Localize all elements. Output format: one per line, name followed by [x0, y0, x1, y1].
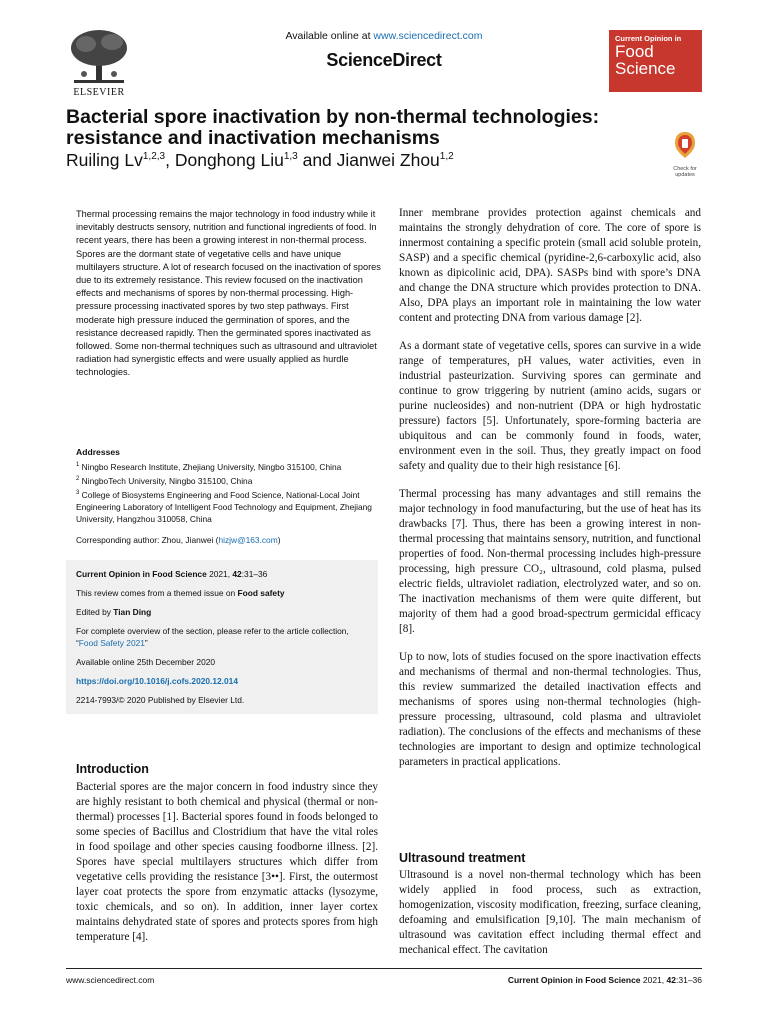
ultrasound-text: Ultrasound is a novel non-thermal technology which has been widely applied in food process, such as extraction, homogenization, viscosity modification, freezing, surface cleaning, defoaming and emulsification [9,10]. The main mechanism of ultrasound was cavitation effect including thermal effect and mechanical effect. The cavitation [399, 869, 701, 956]
corresponding-author: Corresponding author: Zhou, Jianwei (hizjw@163.com) [76, 535, 281, 545]
journal-badge-line2: Science [615, 59, 676, 78]
doi-link[interactable]: https://doi.org/10.1016/j.cofs.2020.12.014 [76, 676, 238, 686]
available-date: Available online 25th December 2020 [76, 657, 216, 667]
paragraph: As a dormant state of vegetative cells, spores can survive in a wide range of temperatures, pH values, water activities, even in industrial pasteurization. Surviving spores can germinate and continue to grow triggering by nutrient (amino acids, sugars or purine nucleosides) and non-nutrient (DPA or high hydrostatic pressure) factors [5]. Unfortunately, spore-forming bacteria are ubiquitous and can be commonly found in foods, water, environment even in the soil. Thus, they greatly impact on food safety and quality due to their high resistance [6]. [399, 340, 701, 472]
footer-website: www.sciencedirect.com [66, 975, 155, 985]
issn-line: 2214-7993/© 2020 Published by Elsevier Ltd. [76, 695, 245, 705]
journal-badge-small: Current Opinion in [615, 34, 682, 43]
address-item: $^2$ NingboTech University, Ningbo 315100, China [76, 476, 253, 486]
email-link[interactable]: hizjw@163.com [218, 535, 278, 545]
addresses [76, 446, 382, 526]
introduction-heading: Introduction [76, 762, 149, 776]
author-affiliation: 1,3 [283, 151, 298, 163]
themed-issue-line: This review comes from a themed issue on Food safety [76, 588, 285, 598]
article-info-box [66, 560, 378, 714]
doi-line [76, 675, 368, 687]
journal-badge-line1: Food [615, 42, 654, 61]
check-updates-icon [673, 131, 697, 159]
address-item: $^3$ College of Biosystems Engineering and Food Science, National-Local Joint Engineering Laboratory of Intelligent Food Technology and Equipment, Zhejiang University, Hangzhou 310058, China [76, 490, 372, 525]
article-title: Bacterial spore inactivation by non-thermal technologies: resistance and inactivation mechanisms [66, 106, 600, 149]
journal-cover-badge [609, 30, 702, 92]
author-name: Donghong Liu [174, 150, 284, 170]
author-name: Jianwei Zhou [336, 150, 440, 170]
author-affiliation: 1,2,3 [142, 151, 166, 163]
edited-by-line: Edited by Tian Ding [76, 607, 152, 617]
paragraph: Thermal processing has many advantages and still remains the major technology in food manufacturing, but the use of heat has its drawbacks [7]. Thus, there has been a growing interest in non-thermal processing that maintains sensory, nutrition, and functional properties of food. Non-thermal processing includes high-pressure processing, high pressure CO₂, ultrasound, cold plasma, pulsed electric fields, ultraviolet radiation, electrolyzed water, and so on. The inactivation mechanisms of them were quite different, but majority of them had a good broad-spectrum germicidal efficacy [8]. [399, 488, 701, 635]
available-online-line: Available online at www.sciencedirect.com [285, 30, 483, 42]
collection-link[interactable]: Food Safety 2021 [78, 638, 145, 648]
sciencedirect-brand: ScienceDirect [326, 50, 442, 70]
publisher-name: ELSEVIER [73, 87, 125, 98]
author-list: Ruiling Lv$^{1,2,3}$, Donghong Liu$^{1,3}$ and Jianwei Zhou$^{1,2}$ [66, 150, 454, 170]
footer-citation: Current Opinion in Food Science 2021, 42:31–36 [507, 975, 702, 985]
author-name: Ruiling Lv [66, 150, 143, 170]
author-affiliation: 1,2 [439, 151, 454, 163]
sciencedirect-link[interactable]: www.sciencedirect.com [373, 30, 483, 42]
citation-line: Current Opinion in Food Science 2021, 42:31–36 [76, 569, 268, 579]
introduction-text: Bacterial spores are the major concern in food industry since they are highly resistant to both chemical and physical (thermal or non-thermal) processes [1]. Bacterial spores found in foods belonged to some species of Bacillus and Clostridium that have the vital roles in food spoilage and other species causing foodborne illness. [2]. Spores have special multilayers structures which differ from vegetative cells providing the resistance [3••]. First, the outermost layer coat protects the spore from enzymatic attacks (lysozyme, toxic chemicals, and so on). In addition, inner layer cortex maintains dehydrated state of spores and protects spores from high temperature [4]. [76, 781, 378, 943]
check-for-updates-button[interactable] [667, 131, 703, 178]
address-item: $^1$ Ningbo Research Institute, Zhejiang University, Ningbo 315100, China [76, 462, 342, 472]
abstract: Thermal processing remains the major technology in food industry while it inevitably destructs sensory, nutrition and functional ingredients of food. In recent years, there has been a growing interest in non-thermal process. Spores are the dormant state of vegetative cells and have unique multilayers structure. A lot of research focused on the inactivation of spores due to its extremely resistance. This review focused on the inactivation effects and mechanisms of spores by non-thermal processing. High-pressure processing inactivated spores by two step pathways. First moderate high pressure induced the germination of spores, and the resistance decreased rapidly. Then the germinated spores inactivated as followed. Some non-thermal techniques such as ultrasound and ultraviolet radiation had synergistic effects and were usually applied as hurdle technologies. [76, 209, 381, 378]
ultrasound-heading: Ultrasound treatment [399, 851, 526, 865]
addresses-heading: Addresses [76, 447, 120, 457]
paragraph: Inner membrane provides protection against chemicals and maintains the strongly dehydration of core. The core of spore is innermost containing a specific protein (small acid soluble protein, SASP) and a specific chemical (pyridine-2,6-carboxylic acid, also known as dipicolinic acid, DPA). SASPs bind with spore’s DNA and change the DNA structure which provides protection to DNA. Also, DPA plays an important role in maintaining the low water content and protecting DNA from various damage [2]. [399, 207, 701, 324]
check-updates-label: Check for updates [673, 166, 697, 178]
paragraph: Up to now, lots of studies focused on the spore inactivation effects and mechanisms of thermal and non-thermal technologies. Thus, this review summarized the detailed inactivation effects and mechanisms of spores using non-thermal technologies (high-pressure processing, ultrasound, cold plasma and ultraviolet radiation). The conclusions of the effects and mechanisms of these technologies are important to design and optimize technological parameters in practical applications. [399, 651, 701, 768]
overview-line: For complete overview of the section, please refer to the article collection, “Food Safety 2021” [76, 626, 349, 648]
footer-rule [66, 968, 702, 969]
right-column [399, 206, 701, 783]
